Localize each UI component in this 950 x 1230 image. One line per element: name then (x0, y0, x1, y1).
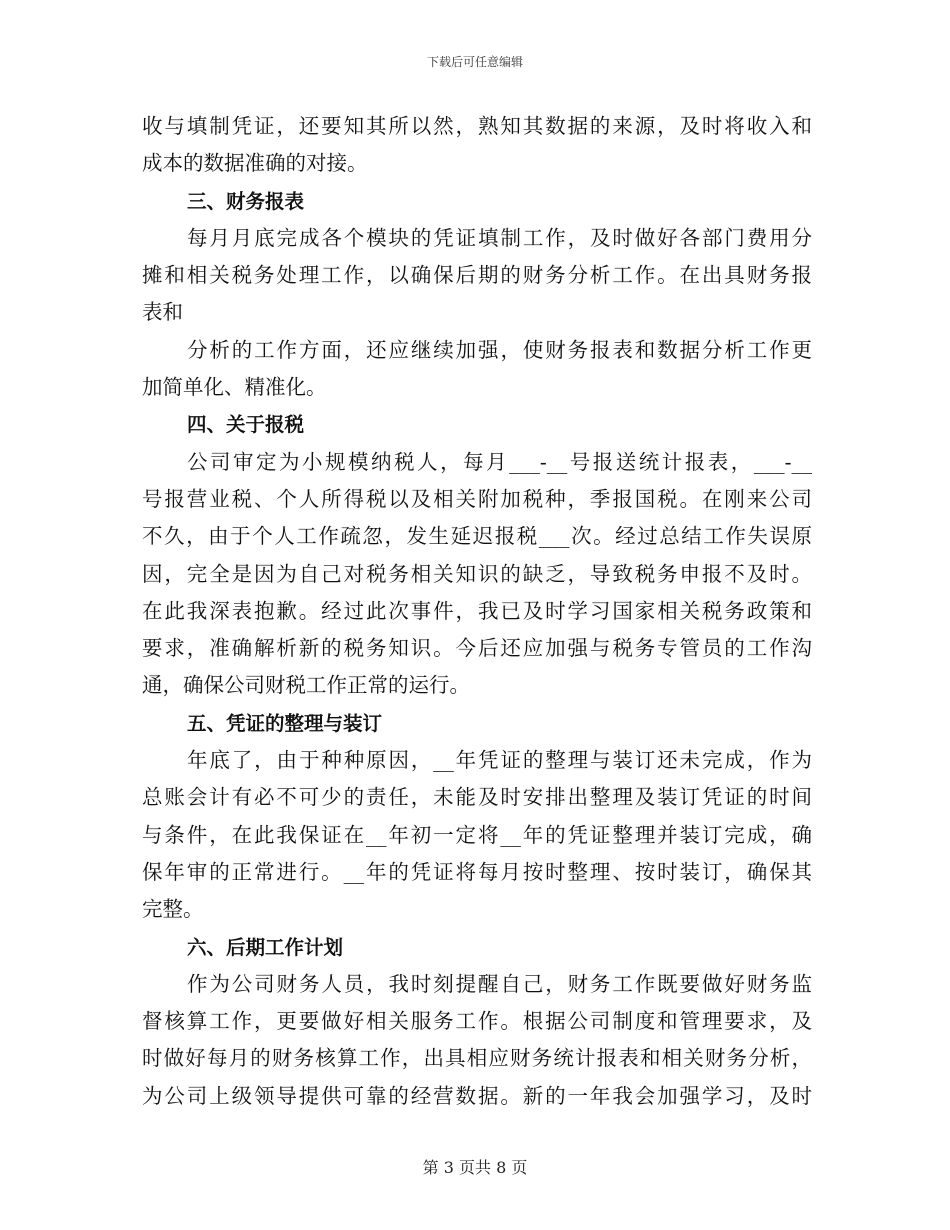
paragraph-line: 号报营业税、个人所得税以及相关附加税种，季报国税。在刚来公司 (142, 486, 812, 511)
paragraph-line: 督核算工作，更要做好相关服务工作。根据公司制度和管理要求，及 (142, 1009, 812, 1034)
paragraph-line: 每月月底完成各个模块的凭证填制工作，及时做好各部门费用分 (187, 225, 812, 250)
paragraph-line: 不久，由于个人工作疏忽，发生延迟报税___次。经过总结工作失误原 (142, 524, 812, 549)
paragraph-line: 完整。 (142, 897, 204, 922)
section-heading: 六、后期工作计划 (187, 935, 344, 959)
document-body (142, 108, 812, 1115)
paragraph-line: 加简单化、精准化。 (142, 375, 327, 400)
paragraph-line: 保年审的正常进行。__年的凭证将每月按时整理、按时装订，确保其 (142, 859, 812, 884)
paragraph-line: 总账会计有必不可少的责任，未能及时安排出整理及装订凭证的时间 (142, 785, 812, 810)
page-footer: 第 3 页共 8 页 (422, 1158, 528, 1177)
paragraph-line: 摊和相关税务处理工作，以确保后期的财务分析工作。在出具财务报 (142, 263, 812, 288)
paragraph-line: 分析的工作方面，还应继续加强，使财务报表和数据分析工作更 (187, 337, 812, 362)
section-heading: 四、关于报税 (187, 413, 305, 437)
paragraph-line: 年底了，由于种种原因，__年凭证的整理与装订还未完成，作为 (187, 748, 812, 773)
paragraph-line: 公司审定为小规模纳税人，每月___-__号报送统计报表，___-__ (187, 449, 812, 474)
paragraph-line: 作为公司财务人员，我时刻提醒自己，财务工作既要做好财务监 (187, 971, 812, 996)
paragraph-line: 要求，准确解析新的税务知识。今后还应加强与税务专管员的工作沟 (142, 636, 812, 661)
paragraph-line: 在此我深表抱歉。经过此次事件，我已及时学习国家相关税务政策和 (142, 598, 812, 623)
paragraph-line: 因，完全是因为自己对税务相关知识的缺乏，导致税务申报不及时。 (142, 561, 812, 586)
paragraph-line: 为公司上级领导提供可靠的经营数据。新的一年我会加强学习，及时 (142, 1083, 812, 1108)
paragraph-line: 时做好每月的财务核算工作，出具相应财务统计报表和相关财务分析， (142, 1046, 812, 1071)
page-header: 下载后可任意编辑 (426, 55, 523, 69)
paragraph-line: 通，确保公司财税工作正常的运行。 (142, 673, 470, 698)
section-heading: 五、凭证的整理与装订 (187, 711, 383, 735)
paragraph-line: 与条件，在此我保证在__年初一定将__年的凭证整理并装订完成，确 (142, 822, 812, 847)
section-heading: 三、财务报表 (187, 189, 305, 213)
paragraph-line: 表和 (142, 300, 183, 325)
paragraph-line: 收与填制凭证，还要知其所以然，熟知其数据的来源，及时将收入和 (142, 114, 812, 138)
paragraph-line: 成本的数据准确的对接。 (142, 151, 368, 176)
